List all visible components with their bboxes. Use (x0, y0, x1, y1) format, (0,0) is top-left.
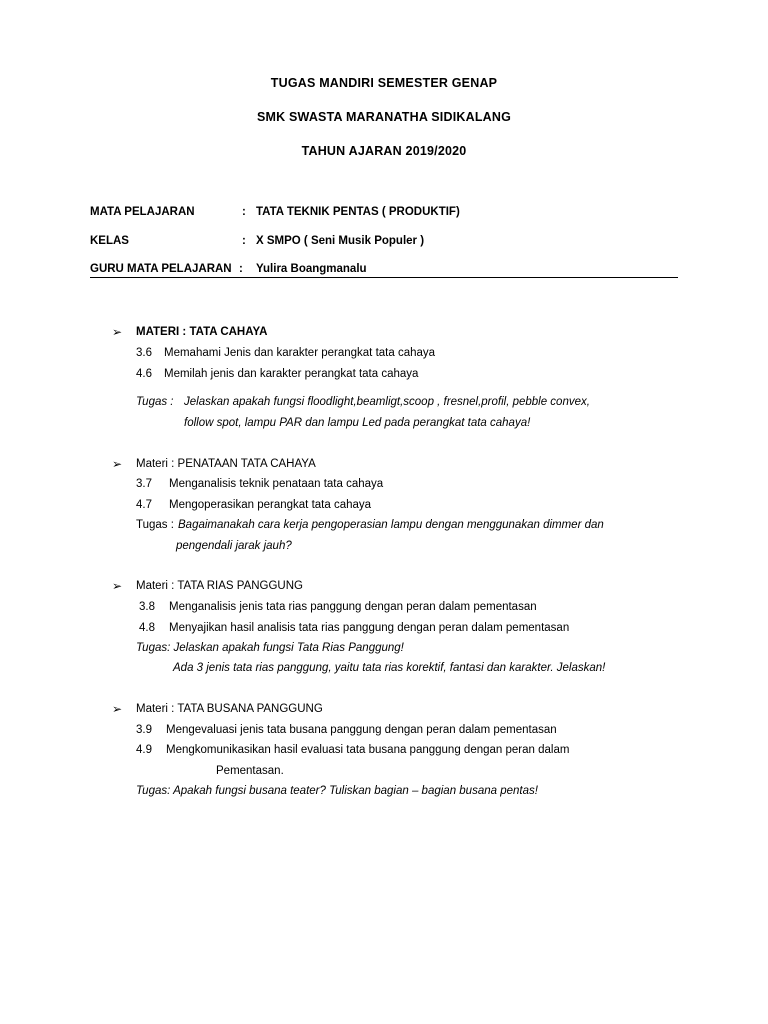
subject-value: TATA TEKNIK PENTAS ( PRODUKTIF) (256, 206, 460, 218)
competency-text: Mengkomunikasikan hasil evaluasi tata busana panggung dengan peran dalam (166, 744, 570, 756)
competency-text: Mengevaluasi jenis tata busana panggung dengan peran dalam pementasan (166, 724, 557, 736)
teacher-label: GURU MATA PELAJARAN (90, 263, 232, 275)
competency-number: 3.9 (136, 724, 152, 736)
competency-text: Memilah jenis dan karakter perangkat tata cahaya (164, 368, 419, 380)
task-text: Tugas: Apakah fungsi busana teater? Tuliskan bagian – bagian busana pentas! (136, 785, 538, 797)
subject-colon: : (242, 206, 246, 218)
section-heading: Materi : PENATAAN TATA CAHAYA (136, 458, 316, 470)
task-text: follow spot, lampu PAR dan lampu Led pada perangkat tata cahaya! (184, 417, 531, 429)
bullet-arrow-icon: ➢ (112, 325, 123, 339)
school-name: SMK SWASTA MARANATHA SIDIKALANG (256, 110, 512, 124)
bullet-arrow-icon: ➢ (112, 702, 123, 716)
competency-number: 3.6 (136, 347, 152, 359)
task-text: Ada 3 jenis tata rias panggung, yaitu tata rias korektif, fantasi dan karakter. Jelaskan! (173, 662, 606, 674)
competency-continuation: Pementasan. (216, 765, 284, 777)
academic-year: TAHUN AJARAN 2019/2020 (301, 144, 467, 158)
competency-text: Menganalisis teknik penataan tata cahaya (169, 478, 384, 490)
task-text: pengendali jarak jauh? (176, 540, 292, 552)
competency-text: Menganalisis jenis tata rias panggung dengan peran dalam pementasan (169, 601, 537, 613)
task-label: Tugas : (136, 519, 174, 531)
doc-title: TUGAS MANDIRI SEMESTER GENAP (270, 76, 498, 90)
competency-text: Mengoperasikan perangkat tata cahaya (169, 499, 372, 511)
section-heading: Materi : TATA BUSANA PANGGUNG (136, 703, 323, 715)
competency-number: 3.8 (139, 601, 155, 613)
competency-number: 4.9 (136, 744, 152, 756)
competency-number: 4.6 (136, 368, 152, 380)
teacher-value: Yulira Boangmanalu (256, 263, 367, 275)
task-text: Bagaimanakah cara kerja pengoperasian lampu dengan menggunakan dimmer dan (178, 519, 604, 531)
task-label: Tugas : (136, 396, 174, 408)
competency-number: 4.8 (139, 622, 155, 634)
task-text: Jelaskan apakah fungsi floodlight,beamligt,scoop , fresnel,profil, pebble convex, (184, 396, 590, 408)
bullet-arrow-icon: ➢ (112, 457, 123, 471)
competency-text: Menyajikan hasil analisis tata rias panggung dengan peran dalam pementasan (169, 622, 570, 634)
class-value: X SMPO ( Seni Musik Populer ) (256, 235, 425, 247)
teacher-colon: : (239, 263, 243, 275)
bullet-arrow-icon: ➢ (112, 579, 123, 593)
section-heading: Materi : TATA RIAS PANGGUNG (136, 580, 303, 592)
section-heading: MATERI : TATA CAHAYA (136, 326, 268, 338)
header-divider (90, 277, 678, 278)
competency-number: 4.7 (136, 499, 152, 511)
competency-text: Memahami Jenis dan karakter perangkat tata cahaya (164, 347, 436, 359)
task-text: Tugas: Jelaskan apakah fungsi Tata Rias Panggung! (136, 642, 404, 654)
class-label: KELAS (90, 235, 129, 247)
class-colon: : (242, 235, 246, 247)
subject-label: MATA PELAJARAN (90, 206, 195, 218)
competency-number: 3.7 (136, 478, 152, 490)
